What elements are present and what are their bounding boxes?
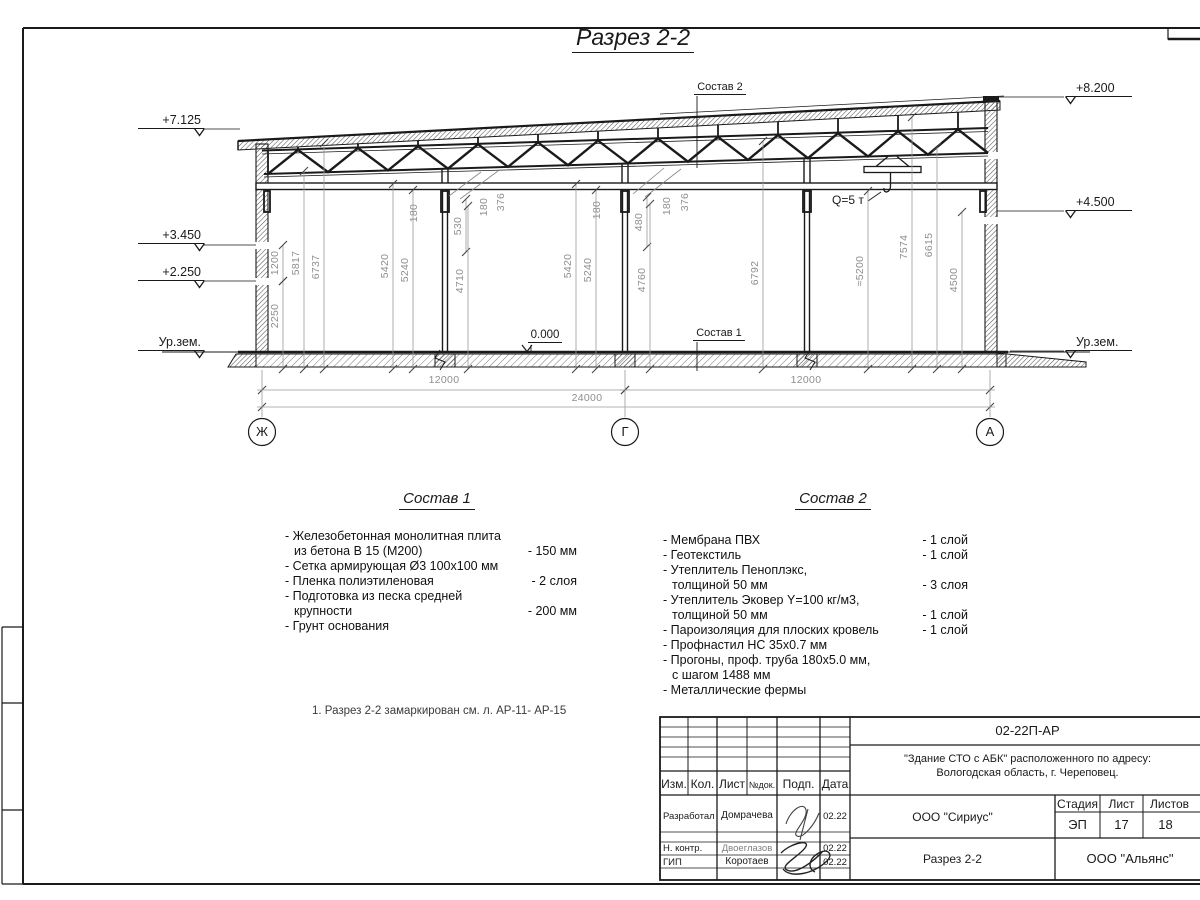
sostav1-title: Состав 1	[372, 490, 502, 510]
dimension-label: 12000	[790, 374, 822, 386]
tb-sheets-total: 18	[1158, 817, 1173, 832]
material-item	[285, 529, 577, 559]
material-text: - Пароизоляция для плоских кровель	[663, 623, 879, 637]
drawing-note: 1. Разрез 2-2 замаркирован см. л. АР-11- АР-15	[312, 705, 567, 717]
tb-role-1: Н. контр.	[663, 843, 703, 854]
dimension-label: 12000	[428, 374, 460, 386]
tb-col-izm: Изм.	[661, 777, 687, 791]
material-item	[285, 619, 577, 634]
tb-project-line1: "Здание СТО с АБК" расположенного по адресу:	[903, 753, 1152, 765]
material-text: - Мембрана ПВХ	[663, 533, 761, 547]
elevation-arrow-icon	[1064, 210, 1077, 219]
elevation-mark	[1066, 81, 1132, 97]
tb-org-top: ООО "Сириус"	[912, 810, 993, 824]
material-quantity: - 200 мм	[527, 604, 577, 618]
tb-stage-label: Стадия	[1057, 797, 1098, 811]
tb-col-ndok: №док.	[748, 780, 776, 790]
dimension-label: 1200	[269, 250, 281, 276]
dimension-label: 24000	[571, 392, 603, 404]
elevation-value: +8.200	[1076, 81, 1115, 95]
material-text: с шагом 1488 мм	[672, 668, 771, 682]
material-quantity: - 1 слой	[922, 548, 968, 562]
material-item	[663, 623, 968, 638]
sostav2-list	[663, 533, 968, 698]
material-text: - Металлические фермы	[663, 683, 807, 697]
dimension-label: 6792	[749, 260, 761, 286]
dimension-label: 7574	[898, 234, 910, 260]
material-text: - Геотекстиль	[663, 548, 742, 562]
tb-project-line2: Вологодская область, г. Череповец.	[936, 767, 1119, 779]
dimension-label: 5240	[399, 257, 411, 283]
tb-role-0: Разработал	[663, 811, 715, 822]
tb-name-2: Коротаев	[725, 856, 769, 867]
dimension-label: 6615	[923, 232, 935, 258]
tb-sheet-label: Лист	[1108, 797, 1135, 811]
material-text: толщиной 50 мм	[672, 608, 768, 622]
material-item	[663, 533, 968, 548]
material-quantity: - 1 слой	[922, 608, 968, 622]
material-item	[285, 574, 577, 589]
dimension-label: 5240	[582, 257, 594, 283]
elevation-value: +2.250	[162, 265, 201, 279]
elevation-arrow-icon	[193, 128, 206, 137]
tb-doc-number: 02-22П-АР	[995, 723, 1060, 738]
elevation-arrow-icon	[193, 280, 206, 289]
tb-sheets-label: Листов	[1150, 797, 1189, 811]
material-item	[663, 638, 968, 653]
dimension-label: 180	[661, 196, 673, 216]
tb-stage-value: ЭП	[1068, 817, 1087, 832]
sostav2-title: Состав 2	[768, 490, 898, 510]
material-item	[663, 653, 968, 683]
dimension-label: 180	[478, 197, 490, 217]
dimension-label: 2250	[269, 303, 281, 329]
elevation-arrow-icon	[193, 243, 206, 252]
elevation-mark	[1066, 335, 1132, 351]
dimension-label: ≈5200	[854, 255, 866, 287]
tb-col-kol: Кол.	[690, 777, 715, 791]
elevation-value: +7.125	[162, 113, 201, 127]
dimension-label: 376	[679, 192, 691, 212]
dimension-label: 5817	[290, 250, 302, 276]
tb-org-bottom: ООО "Альянс"	[1086, 851, 1174, 866]
page-title: Разрез 2-2	[548, 24, 718, 53]
elevation-mark	[138, 265, 204, 281]
tb-name-0: Домрачева	[721, 810, 773, 821]
material-item	[663, 683, 968, 698]
material-item	[663, 548, 968, 563]
material-text: - Пленка полиэтиленовая	[285, 574, 434, 588]
material-quantity: - 2 слоя	[531, 574, 577, 588]
material-text: - Сетка армирующая Ø3 100х100 мм	[285, 559, 499, 573]
material-text: - Прогоны, проф. труба 180х5.0 мм,	[663, 653, 871, 667]
tb-col-podp: Подп.	[782, 777, 815, 791]
dimension-label: 4760	[636, 267, 648, 293]
material-item	[663, 593, 968, 623]
elevation-mark	[138, 335, 204, 351]
elevation-mark	[138, 113, 204, 129]
material-text: - Утеплитель Эковер Y=100 кг/м3,	[663, 593, 860, 607]
material-item	[663, 563, 968, 593]
material-quantity: - 1 слой	[922, 623, 968, 637]
elevation-arrow-icon	[1064, 96, 1077, 105]
material-quantity: - 1 слой	[922, 533, 968, 547]
tb-sheet-title: Разрез 2-2	[923, 852, 982, 866]
sostav2-callout: Состав 2	[690, 81, 750, 95]
tb-col-data: Дата	[821, 777, 849, 791]
material-quantity: - 150 мм	[527, 544, 577, 558]
elevation-mark	[138, 228, 204, 244]
material-text: - Железобетонная монолитная плита	[285, 529, 501, 543]
tb-date-0: 02.22	[823, 811, 847, 822]
dimension-label: 5420	[379, 253, 391, 279]
dimension-label: 6737	[310, 254, 322, 280]
elevation-value: Ур.зем.	[158, 335, 201, 349]
tb-role-2: ГИП	[663, 857, 682, 868]
dimension-label: 180	[408, 203, 420, 223]
elevation-value: Ур.зем.	[1076, 335, 1119, 349]
dimension-label: 376	[495, 192, 507, 212]
elevation-value: +3.450	[162, 228, 201, 242]
elevation-arrow-icon	[193, 350, 206, 359]
dimension-label: 180	[591, 200, 603, 220]
dimension-label: 480	[633, 212, 645, 232]
material-text: - Утеплитель Пеноплэкс,	[663, 563, 808, 577]
dimension-label: 530	[452, 216, 464, 236]
tb-name-1: Двоеглазов	[721, 843, 773, 854]
sostav1-list	[285, 529, 577, 634]
dimension-label: 5420	[562, 253, 574, 279]
material-quantity: - 3 слоя	[922, 578, 968, 592]
dimension-label: 4710	[454, 268, 466, 294]
material-text: - Грунт основания	[285, 619, 390, 633]
material-text: - Подготовка из песка средней	[285, 589, 463, 603]
sostav1-callout: Состав 1	[688, 327, 750, 341]
axis-label: А	[985, 424, 995, 439]
axis-label: Г	[621, 424, 629, 439]
elevation-value: +4.500	[1076, 195, 1115, 209]
material-text: крупности	[294, 604, 353, 618]
material-text: из бетона В 15 (М200)	[294, 544, 423, 558]
elevation-arrow-icon	[1064, 350, 1077, 359]
crane-capacity-label: Q=5 т	[832, 193, 864, 207]
dimension-label: 4500	[948, 267, 960, 293]
material-item	[285, 559, 577, 574]
tb-date-1: 02.22	[823, 843, 847, 854]
tb-date-2: 02.22	[823, 857, 847, 868]
tb-col-list: Лист	[718, 777, 746, 791]
material-item	[285, 589, 577, 619]
zero-level-mark: 0.000	[524, 329, 566, 343]
elevation-mark	[1066, 195, 1132, 211]
material-text: толщиной 50 мм	[672, 578, 768, 592]
tb-sheet-number: 17	[1114, 817, 1129, 832]
material-text: - Профнастил НС 35х0.7 мм	[663, 638, 828, 652]
axis-label: Ж	[255, 424, 268, 439]
